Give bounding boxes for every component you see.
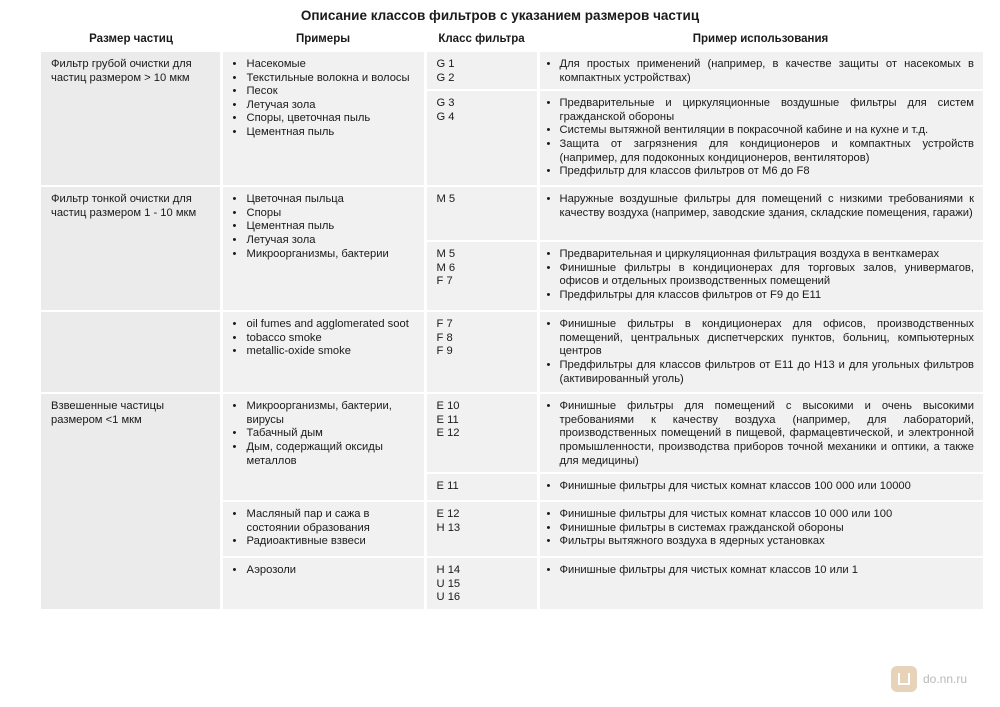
table-row (41, 51, 983, 90)
list-item: • oil fumes and agglomerated soot (229, 318, 414, 332)
class-code: M 5 (436, 193, 456, 206)
list-item: • Для простых применений (например, в качестве защиты от насекомых в компактных устройствах) (546, 58, 975, 85)
class-cell (425, 473, 538, 501)
list-item: • Споры, цветочная пыль (229, 112, 414, 126)
list-item: • Микроорганизмы, бактерии (229, 248, 414, 262)
list-item: • Радиоактивные взвеси (229, 535, 414, 549)
list-item: • Системы вытяжной вентиляции в покрасочной кабине и на кухне и т.д. (546, 124, 975, 138)
examples-list (229, 508, 414, 549)
class-cell (425, 186, 538, 241)
list-item: • Дым, содержащий оксиды металлов (229, 441, 414, 468)
examples-list (229, 400, 414, 468)
list-item: • Финишные фильтры в кондиционерах для торговых залов, универмагов, офисов и отдельных производственных помещений (546, 262, 975, 289)
class-cell (425, 311, 538, 393)
usage-cell (538, 186, 983, 241)
list-item: • Фильтры вытяжного воздуха в ядерных установках (546, 535, 975, 549)
class-code: F 7 (436, 275, 453, 288)
examples-cell (221, 501, 425, 557)
list-item: • Насекомые (229, 58, 414, 72)
class-cell (425, 557, 538, 609)
class-code: E 12 (436, 427, 460, 440)
examples-cell (221, 393, 425, 501)
list-item: • Микроорганизмы, бактерии, вирусы (229, 400, 414, 427)
size-cell: Взвешенные частицы размером <1 мкм (41, 393, 221, 609)
class-code: F 9 (436, 345, 453, 358)
size-cell (41, 311, 221, 393)
class-code: E 11 (436, 480, 459, 493)
watermark-text: do.nn.ru (923, 672, 968, 686)
examples-cell (221, 311, 425, 393)
class-code: U 15 (436, 577, 461, 590)
list-item: • Предварительные и циркуляционные воздушные фильтры для систем гражданской обороны (546, 97, 975, 124)
list-item: • Финишные фильтры для чистых комнат классов 10 или 1 (546, 564, 975, 578)
examples-list (229, 318, 414, 359)
watermark (891, 666, 967, 692)
list-item: • Финишные фильтры в системах гражданской обороны (546, 522, 975, 536)
class-code: G 3 (436, 97, 455, 110)
class-cell (425, 90, 538, 186)
list-item: • Финишные фильтры для чистых комнат классов 10 000 или 100 (546, 508, 975, 522)
usage-cell (538, 311, 983, 393)
page-title: Описание классов фильтров с указанием размеров частиц (300, 8, 700, 23)
table-row (41, 393, 983, 473)
filter-classes-table (41, 29, 983, 609)
list-item: • Песок (229, 85, 414, 99)
usage-cell (538, 393, 983, 473)
size-cell: Фильтр грубой очистки для частиц размером > 10 мкм (41, 51, 221, 186)
examples-list (229, 564, 414, 578)
list-item: • Летучая зола (229, 234, 414, 248)
class-code: M 6 (436, 261, 456, 274)
list-item: • Предфильтр для классов фильтров от M6 до F8 (546, 165, 975, 179)
header-usage: Пример использования (538, 29, 983, 51)
list-item: • Предварительная и циркуляционная фильтрация воздуха в венткамерах (546, 248, 975, 262)
list-item: • Предфильтры для классов фильтров от E11 до H13 и для угольных фильтров (активированный уголь) (546, 359, 975, 386)
class-cell (425, 501, 538, 557)
class-code: E 11 (436, 413, 459, 426)
list-item: • Летучая зола (229, 99, 414, 113)
list-item: • metallic-oxide smoke (229, 345, 414, 359)
site-logo-icon (891, 666, 917, 692)
usage-cell (538, 557, 983, 609)
class-code: U 16 (436, 591, 461, 604)
class-code: G 2 (436, 71, 455, 84)
list-item: • Цементная пыль (229, 126, 414, 140)
list-item: • Споры (229, 207, 414, 221)
list-item: • Наружные воздушные фильтры для помещений с низкими требованиями к качеству воздуха (например, заводские здания, складские помещения, гаражи) (546, 193, 975, 220)
header-examples: Примеры (221, 29, 425, 51)
class-code: G 1 (436, 58, 455, 70)
table-header-row (41, 29, 983, 51)
class-code: E 10 (436, 400, 460, 413)
examples-cell (221, 51, 425, 186)
examples-cell (221, 557, 425, 609)
usage-cell (538, 501, 983, 557)
usage-cell (538, 473, 983, 501)
list-item: • Цементная пыль (229, 220, 414, 234)
table-row (41, 186, 983, 241)
class-code: F 7 (436, 318, 453, 331)
list-item: • tobacco smoke (229, 332, 414, 346)
class-code: F 8 (436, 331, 453, 344)
usage-cell (538, 51, 983, 90)
header-class: Класс фильтра (425, 29, 538, 51)
usage-cell (538, 241, 983, 311)
class-cell (425, 393, 538, 473)
header-size: Размер частиц (41, 29, 221, 51)
examples-list (229, 193, 414, 261)
list-item: • Предфильтры для классов фильтров от F9 до E11 (546, 289, 975, 303)
class-code: H 13 (436, 521, 461, 534)
list-item: • Табачный дым (229, 427, 414, 441)
list-item: • Защита от загрязнения для кондиционеров и компактных устройств (например, для подоконных кондиционеров, вентиляторов) (546, 138, 975, 165)
class-code: E 12 (436, 508, 460, 521)
class-cell (425, 241, 538, 311)
class-code: G 4 (436, 110, 455, 123)
list-item: • Цветочная пыльца (229, 193, 414, 207)
usage-cell (538, 90, 983, 186)
class-code: H 14 (436, 564, 461, 577)
list-item: • Финишные фильтры для чистых комнат классов 100 000 или 10000 (546, 480, 975, 494)
class-code: M 5 (436, 248, 456, 261)
examples-cell (221, 186, 425, 311)
list-item: • Аэрозоли (229, 564, 414, 578)
examples-list (229, 58, 414, 140)
list-item: • Финишные фильтры для помещений с высокими и очень высокими требованиями к качеству воздуха (например, для лабораторий, производственных помещений в пищевой, фармацевтической, и электронной промышленности, производства приборов точной механики и оптики, а также для медицины) (546, 400, 975, 468)
table-row (41, 311, 983, 393)
list-item: • Масляный пар и сажа в состоянии образования (229, 508, 414, 535)
size-cell: Фильтр тонкой очистки для частиц размером 1 - 10 мкм (41, 186, 221, 311)
list-item: • Текстильные волокна и волосы (229, 72, 414, 86)
list-item: • Финишные фильтры в кондиционерах для офисов, производственных помещений, центральных диспетчерских пунктов, больниц, компьютерных центров (546, 318, 975, 359)
class-cell (425, 51, 538, 90)
